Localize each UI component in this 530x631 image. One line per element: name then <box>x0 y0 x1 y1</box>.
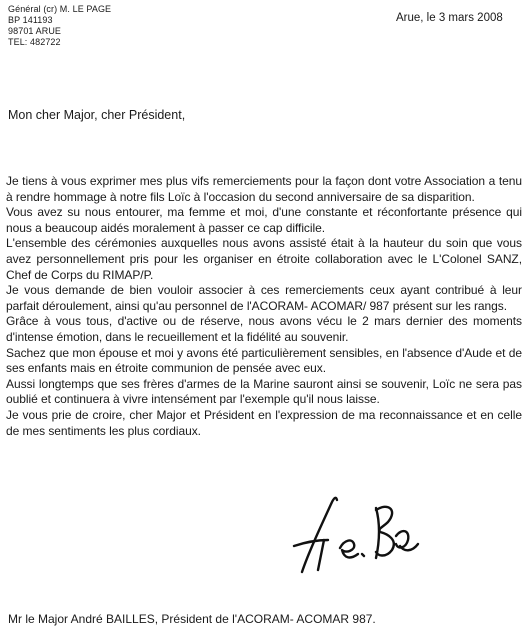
sender-address-block <box>8 4 111 48</box>
paragraph-associates: Je vous demande de bien vouloir associer à ces remerciements ceux ayant contribué à leur parfait déroulement, ainsi qu'au personnel de l'ACORAM- ACOMAR/ 987 présent sur les rangs. <box>6 283 522 313</box>
recipient-line: Mr le Major André BAILLES, Président de l'ACORAM- ACOMAR 987. <box>8 612 376 626</box>
handwritten-signature <box>284 488 424 578</box>
paragraph-ceremonies: L'ensemble des cérémonies auxquelles nous avons assisté était à la hauteur du soin que vous avez personnellement pris pour les organiser en étroite collaboration avec le L'Colonel SANZ, Chef de Corps du RIMAP/P. <box>6 236 522 282</box>
sender-city: 98701 ARUE <box>8 26 62 36</box>
paragraph-memory: Aussi longtemps que ses frères d'armes de la Marine sauront ainsi se souvenir, Loïc ne sera pas oublié et continuera à vivre intensément par l'exemple qu'il nous laisse. <box>6 376 522 407</box>
paragraph-emotion: Grâce à vous tous, d'active ou de réserve, nous avons vécu le 2 mars dernier des moments d'intense émotion, dans le recueillement et la fidélité au souvenir. <box>6 314 522 344</box>
letter-date: Arue, le 3 mars 2008 <box>396 12 503 24</box>
paragraph-closing: Je vous prie de croire, cher Major et Président en l'expression de ma reconnaissance et en celle de mes sentiments les plus cordiaux. <box>6 407 522 438</box>
paragraph-thanks: Je tiens à vous exprimer mes plus vifs remerciements pour la façon dont votre Association a tenu à rendre hommage à notre fils Loïc à l'occasion du second anniversaire de sa disparition. <box>6 174 522 204</box>
sender-name: Général (cr) M. LE PAGE <box>8 4 112 14</box>
salutation: Mon cher Major, cher Président, <box>8 108 186 122</box>
paragraph-support: Vous avez su nous entourer, ma femme et moi, d'une constante et réconfortante présence qui nous a beaucoup aidés moralement à passer ce cap difficile. <box>6 205 522 235</box>
sender-po-box: BP 141193 <box>8 15 53 25</box>
letter-body <box>6 174 522 439</box>
paragraph-family: Sachez que mon épouse et moi y avons été particulièrement sensibles, en l'absence d'Aude et de ses enfants mais en étroite communion de pensée avec eux. <box>6 345 522 376</box>
sender-phone: TEL: 482722 <box>8 37 61 47</box>
